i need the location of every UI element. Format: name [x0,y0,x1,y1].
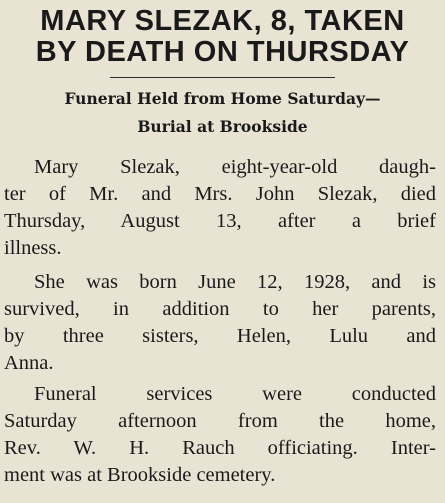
body-line-10: Saturday afternoon from the home, [4,410,436,432]
subheadline-line-2: Burial at Brookside [137,117,308,136]
subheadline-line-1: Funeral Held from Home Saturday— [64,89,381,108]
body-line-9: Funeral services were conducted [34,383,436,405]
headline-line-2: BY DEATH ON THURSDAY [35,36,410,68]
body-line-12: ment was at Brookside cemetery. [4,464,276,486]
body-line-1: Mary Slezak, eight-year-old daugh- [34,156,436,178]
body-line-8: Anna. [4,352,54,374]
body-line-2: ter of Mr. and Mrs. John Slezak, died [4,183,436,205]
body-line-5: She was born June 12, 1928, and is [34,271,436,293]
headline-divider [110,77,335,78]
headline-line-1: MARY SLEZAK, 8, TAKEN [40,5,405,37]
body-line-11: Rev. W. H. Rauch officiating. Inter- [4,437,436,459]
body-line-6: survived, in addition to her parents, [4,298,436,320]
body-line-3: Thursday, August 13, after a brief [4,210,436,232]
body-line-7: by three sisters, Helen, Lulu and [4,325,436,347]
body-line-4: illness. [4,237,62,259]
